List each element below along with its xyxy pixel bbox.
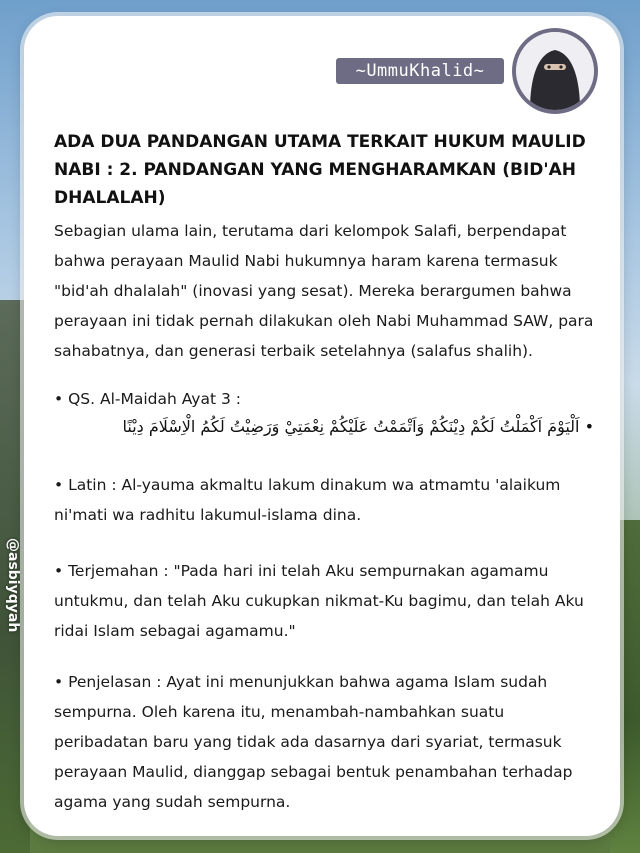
niqab-avatar-icon (516, 32, 594, 110)
translation-paragraph: • Terjemahan : "Pada hari ini telah Aku sempurnakan agamamu untukmu, dan telah Aku cukupkan nikmat-Ku bagimu, dan telah Aku ridai Islam sebagai agamamu." (54, 562, 584, 640)
verse-reference: • QS. Al-Maidah Ayat 3 : (54, 390, 241, 408)
author-name-banner: ~UmmuKhalid~ (336, 58, 504, 84)
post-heading: ADA DUA PANDANGAN UTAMA TERKAIT HUKUM MAULID NABI : 2. PANDANGAN YANG MENGHARAMKAN (BID'AH DHALALAH) (54, 132, 586, 208)
arabic-verse: • اَلْيَوْمَ اَكْمَلْتُ لَكُمْ دِيْنَكُمْ وَاَتْمَمْتُ عَلَيْكُمْ نِعْمَتِيْ وَرَضِيْتُ لَكُمُ الْاِسْلَامَ دِيْنًا (122, 417, 594, 436)
side-watermark-handle: @asbiyqyah (5, 537, 21, 633)
intro-paragraph: Sebagian ulama lain, terutama dari kelompok Salafi, berpendapat bahwa perayaan Maulid Nabi hukumnya haram karena termasuk "bid'ah dhalalah" (inovasi yang sesat). Mereka berargumen bahwa perayaan ini tidak pernah dilakukan oleh Nabi Muhammad SAW, para sahabatnya, dan generasi terbaik setelahnya (salafus shalih). (54, 222, 594, 360)
explanation-paragraph: • Penjelasan : Ayat ini menunjukkan bahwa agama Islam sudah sempurna. Oleh karena itu, menambah-nambahkan suatu peribadatan baru yang tidak ada dasarnya dari syariat, termasuk perayaan Maulid, dianggap sebagai bentuk penambahan terhadap agama yang sudah sempurna. (54, 673, 573, 811)
author-avatar (512, 28, 598, 114)
latin-transliteration: • Latin : Al-yauma akmaltu lakum dinakum wa atmamtu 'alaikum ni'mati wa radhitu lakumul-islama dina. (54, 476, 561, 524)
